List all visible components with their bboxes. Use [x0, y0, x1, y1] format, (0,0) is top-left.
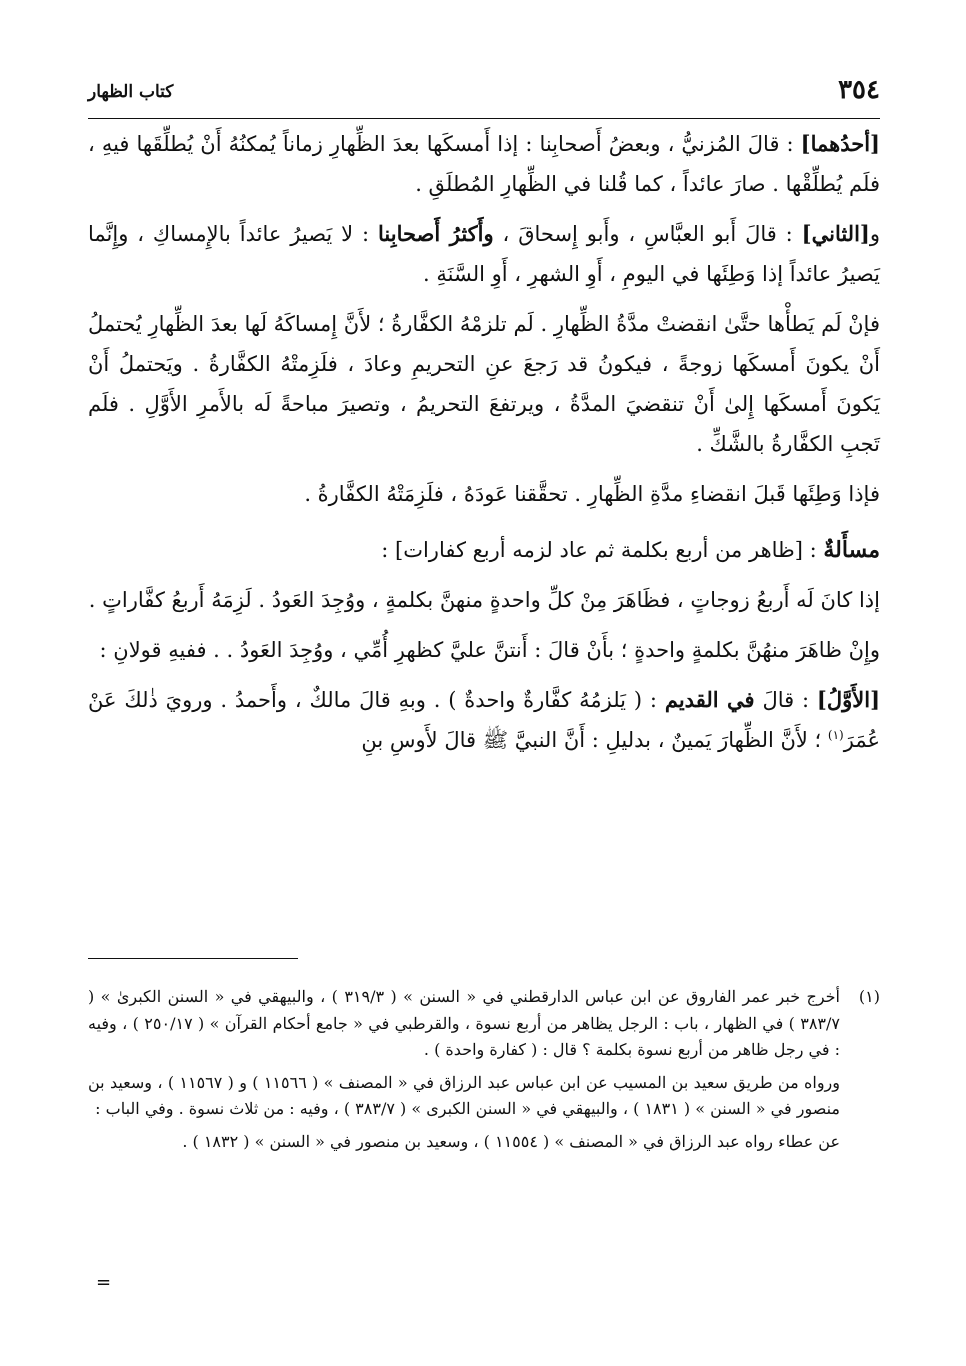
main-text [88, 124, 880, 770]
label-second: [الثاني] [801, 221, 870, 246]
label-first: [أحدُهما] [800, 131, 880, 156]
paragraph-first-opinion [88, 124, 880, 204]
issue-label: مسأَلةٌ [823, 537, 880, 563]
footnote-para-3: عن عطاء رواه عبد الرزاق في « المصنف » ( ١١٥٥٤ ) ، وسعيد بن منصور في « السنن » ( ١٨٣٢ ) . [182, 1131, 840, 1151]
p2-text-a: : قالَ أَبو العبَّاسِ ، وأَبو إِسحاقَ ، [493, 222, 802, 246]
footnote-body [88, 984, 840, 1161]
p7-text-b: : ( يَلزمُهُ كفَّارةٌ واحدةٌ ) . وبهِ قالَ مالكٌ ، وأَحمدُ . ورويَ ذٰلكَ عَنْ عُمَرَ [88, 688, 880, 752]
page-number: ٣٥٤ [838, 75, 880, 105]
p2-pre: و [869, 222, 881, 246]
running-title: كتاب الظهار [88, 82, 174, 102]
issue-heading [88, 530, 880, 570]
issue-title: : [ظاهر من أربع بكلمة ثم عاد لزمه أربع كفارات] : [381, 538, 824, 562]
footnote-para-1: أخرج خبر عمر الفاروق عن ابن عباس الدارقطني في « السنن » ( ٣١٩/٣ ) ، والبيهقي في « السنن الكبرىٰ » ( ٣٨٣/٧ ) في الظهار ، باب : الرجل يظاهر من أربع نسوة ، والقرطبي في « جامع أحكام القرآن » ( ٢٥٠/١٧ ) ، وفيه : في رجل ظاهر من أربع نسوة بكلمة ؟ قال : ( كفارة واحدة ) . [88, 987, 840, 1059]
paragraph-6: وإِنْ ظاهَرَ منهُنَّ بكلمةٍ واحدةٍ ؛ بأَنْ قالَ : أَنتنَّ عليَّ كظهرِ أُمِّي ، ووُجِدَ العَودُ . . ففيهِ قولانِ : [99, 638, 880, 662]
footnote-para-2: ورواه من طريق سعيد بن المسيب عن ابن عباس عبد الرزاق في « المصنف » ( ١١٥٦٦ ) و ( ١١٥٦٧ ) ، وسعيد بن منصور في « السنن » ( ١٨٣١ ) ، والبيهقي في « السنن الكبرى » ( ٣٨٣/٧ ) ، وفيه : من ثلاث نسوة . وفي الباب : [88, 1072, 840, 1118]
paragraph-3: فإنْ لَم يَطأْها حتَّىٰ انقضتْ مدَّةُ الظِّهارِ . لَم تلزمْهُ الكفَّارةُ ؛ لأَنَّ إِمساكَهُ لَها بعدَ الظِّهارِ يُحتملُ أَنْ يكونَ أَمسكَها زوجةً ، فيكونُ قد رَجعَ عنِ التحريمِ وعادَ ، فلَزِمتْهُ الكفَّارةُ . ويَحتملُ أَنْ يَكونَ أَمسكَها إِلىٰ أَنْ تنقضيَ المدَّةُ ، ويرتفعَ التحريمُ ، وتصيرَ مباحةً لَه بالأَمرِ الأَوَّلِ . فلَم تَجبِ الكفَّارةُ بالشَّكِّ . [88, 312, 880, 456]
p7-text-c: ؛ لأَنَّ الظِّهارَ يَمينٌ ، بدليلِ : أَنَّ النبيَّ ﷺ قالَ لأَوسِ بنِ [361, 728, 828, 752]
footnote-1 [88, 984, 880, 1161]
continuation-mark: = [96, 1272, 112, 1293]
p2-text-b: : لا يَصيرُ عائداً بالإِمساكِ ، وإِنَّما يَصيرُ عائداً إذا وَطِئَها في اليومِ ، أَوِ الشهرِ ، أَوِ السَّنَةِ . [88, 222, 880, 286]
paragraph-4: فإذا وَطِئَها قَبلَ انقضاءِ مدَّةِ الظِّهارِ . تحقَّقنا عَودَهُ ، فلَزِمَتْهُ الكفَّارةُ . [304, 482, 880, 506]
footnotes [88, 984, 880, 1161]
p7-text-a: : قالَ [754, 688, 817, 712]
p7-bold: في القديم [664, 687, 755, 712]
header-rule [88, 118, 880, 119]
paragraph-5: إذا كانَ لَه أَربعُ زوجاتٍ ، فظَاهَرَ مِنْ كلِّ واحدةٍ منهنَّ بكلمةٍ ، ووُجِدَ العَودُ . لَزِمَهُ أَربعُ كفَّاراتٍ . [88, 588, 880, 612]
footnote-rule [88, 958, 298, 959]
paragraph-7 [88, 680, 880, 760]
paragraph-second-opinion [88, 214, 880, 294]
footnote-ref[interactable]: (١) [827, 728, 844, 742]
page-header [88, 74, 880, 112]
p1-text: : قالَ المُزنيُّ ، وبعضُ أَصحابِنا : إذا أَمسكَها بعدَ الظِّهارِ زماناً يُمكنُهُ أَنْ يُطلِّقَها فيهِ ، فلَم يُطلِّقْها . صارَ عائداً ، كما قُلنا في الظِّهارِ المُطلَقِ . [88, 132, 880, 196]
footnote-number: (١) [858, 987, 880, 1006]
p2-bold: وأَكثرُ أَصحابِنا [378, 221, 494, 246]
label-first-saying: [الأَوَّلُ] [816, 687, 881, 712]
